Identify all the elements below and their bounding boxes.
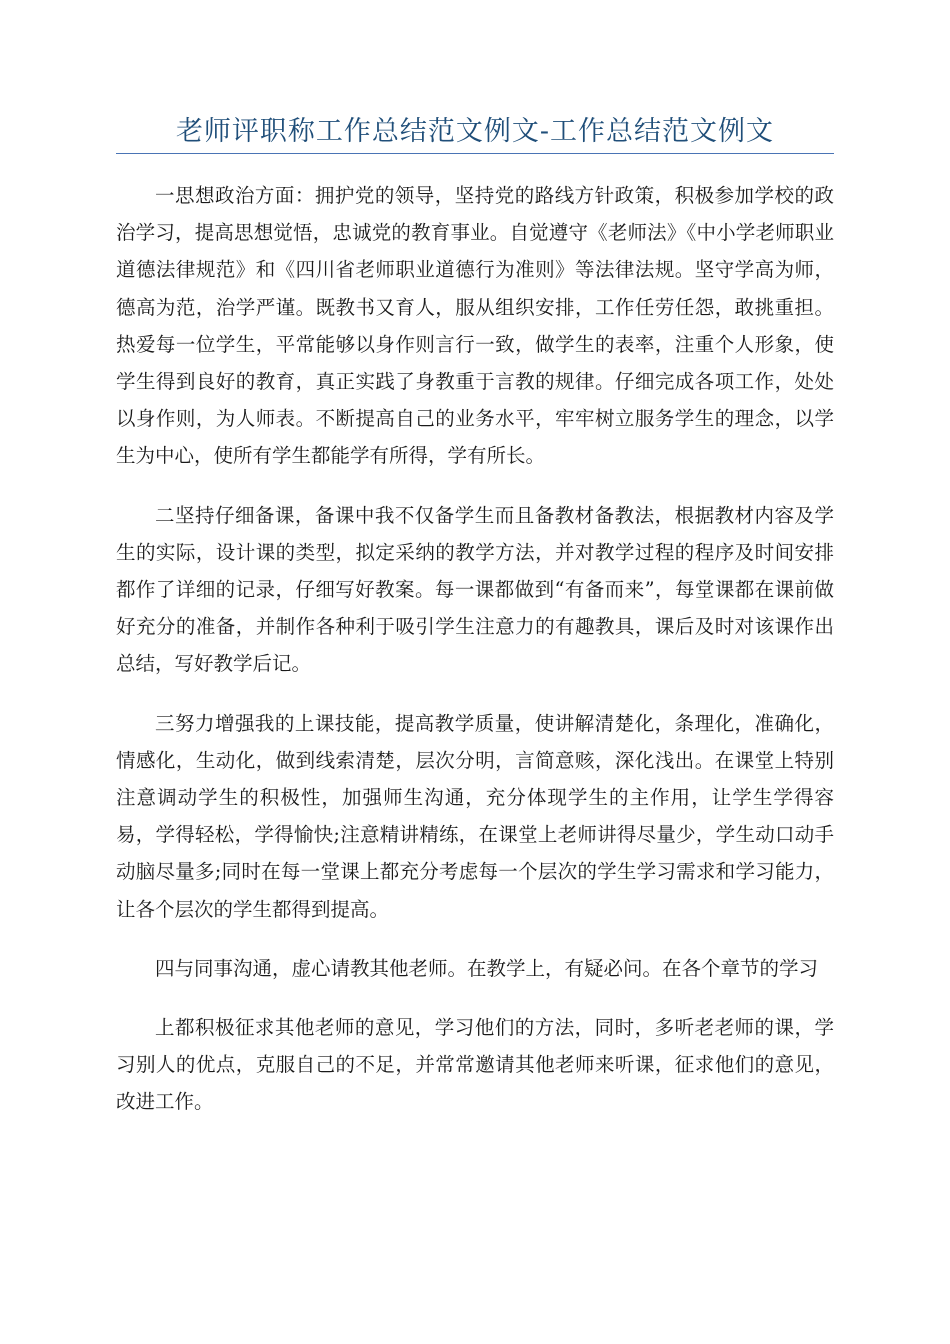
document-title: 老师评职称工作总结范文例文-工作总结范文例文 <box>175 116 775 147</box>
paragraph-colleagues-continued: 上都积极征求其他老师的意见，学习他们的方法，同时，多听老老师的课，学习别人的优点，克服自己的不足，并常常邀请其他老师来听课，征求他们的意见，改进工作。 <box>116 1016 834 1114</box>
paragraph-political: 一思想政治方面：拥护党的领导，坚持党的路线方针政策，积极参加学校的政治学习，提高思想觉悟，忠诚党的教育事业。自觉遵守《老师法》《中小学老师职业道德法律规范》和《四川省老师职业道德行为准则》等法律法规。坚守学高为师，德高为范，治学严谨。既教书又育人，服从组织安排，工作任劳任怨，敢挑重担。热爱每一位学生，平常能够以身作则言行一致，做学生的表率，注重个人形象，使学生得到良好的教育，真正实践了身教重于言教的规律。仔细完成各项工作，处处以身作则，为人师表。不断提高自己的业务水平，牢牢树立服务学生的理念，以学生为中心，使所有学生都能学有所得，学有所长。 <box>116 184 834 468</box>
paragraph-lesson-prep: 二坚持仔细备课，备课中我不仅备学生而且备教材备教法，根据教材内容及学生的实际，设计课的类型，拟定采纳的教学方法，并对教学过程的程序及时间安排都作了详细的记录，仔细写好教案。每一课都做到“有备而来”，每堂课都在课前做好充分的准备，并制作各种利于吸引学生注意力的有趣教具，课后及时对该课作出总结，写好教学后记。 <box>116 503 834 676</box>
paragraph-teaching-skills: 三努力增强我的上课技能，提高教学质量，使讲解清楚化，条理化，准确化，情感化，生动化，做到线索清楚，层次分明，言简意赅，深化浅出。在课堂上特别注意调动学生的积极性，加强师生沟通，充分体现学生的主作用，让学生学得容易，学得轻松，学得愉快;注意精讲精练，在课堂上老师讲得尽量少，学生动口动手动脑尽量多;同时在每一堂课上都充分考虑每一个层次的学生学习需求和学习能力，让各个层次的学生都得到提高。 <box>116 711 834 921</box>
paragraph-colleagues: 四与同事沟通，虚心请教其他老师。在教学上，有疑必问。在各个章节的学习 <box>155 956 819 980</box>
title-underline <box>116 153 834 154</box>
document-body <box>116 177 834 1143</box>
